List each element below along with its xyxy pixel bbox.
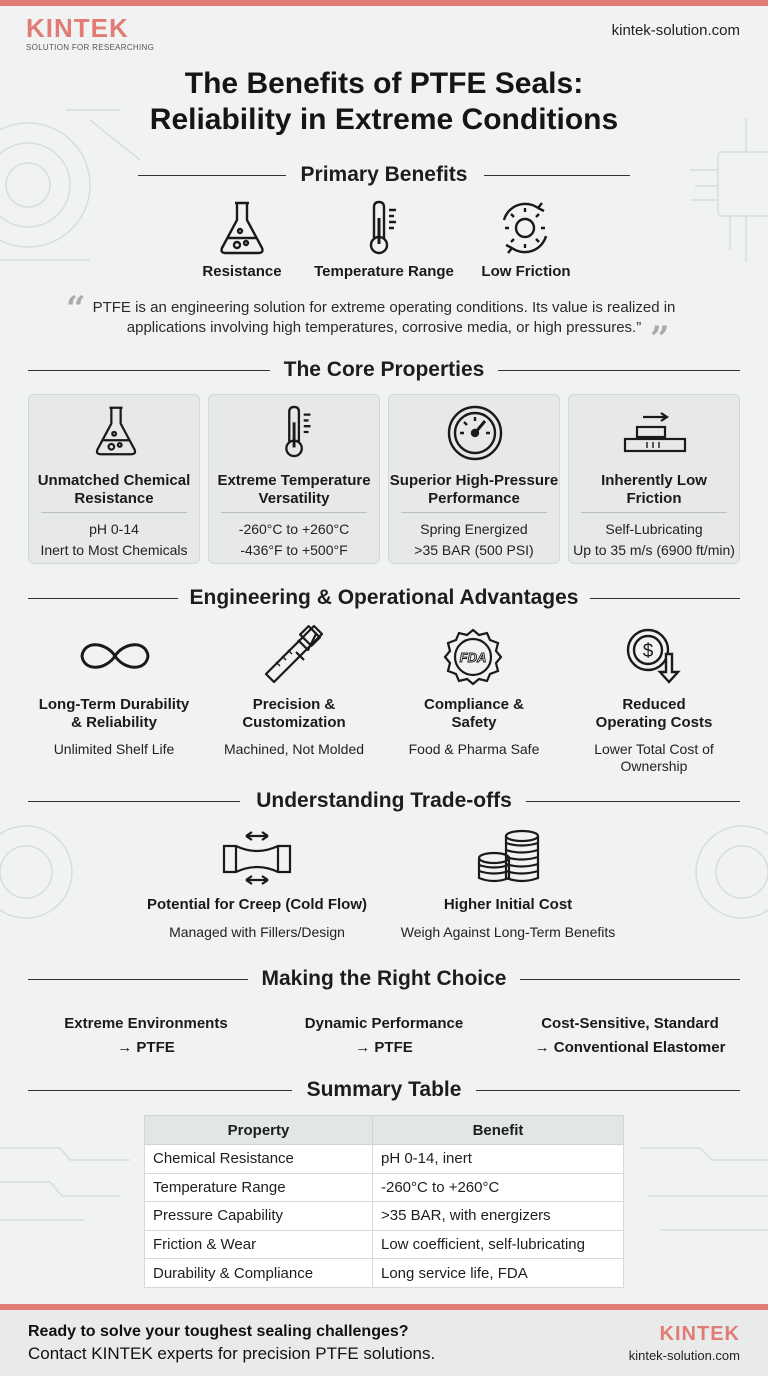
footer-site-link[interactable]: kintek-solution.com xyxy=(628,1348,740,1363)
gear-cycle-icon xyxy=(498,200,552,256)
brand-tagline: SOLUTION FOR RESEARCHING xyxy=(26,43,155,52)
sliding-block-icon xyxy=(623,411,687,455)
advantage-title: Precision & Customization xyxy=(242,696,346,731)
property-card xyxy=(208,394,380,564)
section-heading: Summary Table xyxy=(306,1078,462,1101)
top-accent-bar xyxy=(0,0,768,6)
table-cell: Friction & Wear xyxy=(145,1230,373,1259)
card-title: Extreme Temperature Versatility xyxy=(217,472,371,507)
brand-logo[interactable] xyxy=(26,14,154,52)
table-header-cell: Benefit xyxy=(373,1116,624,1145)
property-card xyxy=(388,394,560,564)
primary-benefit-label: Resistance xyxy=(202,263,282,280)
card-detail: pH 0-14 Inert to Most Chemicals xyxy=(40,521,188,558)
section-tradeoffs xyxy=(0,789,768,815)
card-title: Unmatched Chemical Resistance xyxy=(37,472,191,507)
table-header-row xyxy=(145,1116,624,1145)
choice-item: Dynamic Performance → PTFE xyxy=(304,1015,464,1056)
card-detail: Spring Energized >35 BAR (500 PSI) xyxy=(414,521,534,558)
table-cell: pH 0-14, inert xyxy=(373,1145,624,1174)
section-primary-benefits xyxy=(0,163,768,189)
table-cell: Long service life, FDA xyxy=(373,1259,624,1288)
fda-seal-icon xyxy=(444,628,502,686)
thermometer-icon xyxy=(364,200,398,256)
table-cell: Temperature Range xyxy=(145,1173,373,1202)
advantage-subtitle: Lower Total Cost of Ownership xyxy=(594,741,714,774)
table-cell: Pressure Capability xyxy=(145,1202,373,1231)
footer-cta-headline: Ready to solve your toughest sealing challenges? xyxy=(28,1323,409,1340)
card-detail: -260°C to +260°C -436°F to +500°F xyxy=(238,521,350,558)
choice-item: Cost-Sensitive, Standard → Conventional Elastomer xyxy=(534,1015,726,1056)
tradeoff-title: Potential for Creep (Cold Flow) xyxy=(147,896,367,913)
close-quote-icon: ” xyxy=(650,319,670,359)
tradeoff-subtitle: Weigh Against Long-Term Benefits xyxy=(400,924,616,940)
dollar-down-icon xyxy=(626,628,682,684)
tradeoff-title: Higher Initial Cost xyxy=(443,896,573,913)
card-title: Superior High-Pressure Performance xyxy=(389,472,559,507)
section-heading: Engineering & Operational Advantages xyxy=(189,586,579,609)
summary-table xyxy=(144,1115,624,1288)
choice-item: Extreme Environments → PTFE xyxy=(64,1015,228,1056)
tradeoff-subtitle: Managed with Fillers/Design xyxy=(169,924,345,940)
property-card xyxy=(568,394,740,564)
coin-stack-icon xyxy=(476,828,542,886)
section-advantages xyxy=(0,586,768,612)
table-cell: -260°C to +260°C xyxy=(373,1173,624,1202)
brand-name: KINTEK xyxy=(26,13,129,43)
pressure-gauge-icon xyxy=(447,405,503,461)
fda-badge-text: FDA xyxy=(459,650,487,665)
section-heading: Primary Benefits xyxy=(300,163,468,186)
title-line-2: Reliability in Extreme Conditions xyxy=(149,103,619,136)
table-row xyxy=(145,1173,624,1202)
thermometer-icon xyxy=(279,405,313,459)
advantage-subtitle: Food & Pharma Safe xyxy=(408,741,540,757)
section-summary-table xyxy=(0,1078,768,1104)
card-title: Inherently Low Friction xyxy=(601,472,707,507)
infinity-icon xyxy=(78,636,152,676)
footer-brand-logo[interactable]: KINTEK xyxy=(659,1323,740,1345)
advantage-title: Long-Term Durability & Reliability xyxy=(38,696,190,731)
advantage-subtitle: Unlimited Shelf Life xyxy=(53,741,175,757)
section-core-properties xyxy=(0,358,768,384)
advantage-title: Compliance & Safety xyxy=(423,696,525,731)
title-line-1: The Benefits of PTFE Seals: xyxy=(184,67,584,100)
flask-icon xyxy=(218,200,266,256)
table-cell: >35 BAR, with energizers xyxy=(373,1202,624,1231)
section-heading: Understanding Trade-offs xyxy=(256,789,512,812)
table-row xyxy=(145,1230,624,1259)
primary-benefit-label: Temperature Range xyxy=(314,263,454,280)
table-row xyxy=(145,1202,624,1231)
open-quote-icon: “ xyxy=(66,289,86,329)
table-row xyxy=(145,1145,624,1174)
footer-cta-text: Contact KINTEK experts for precision PTFE solutions. xyxy=(28,1344,436,1363)
footer xyxy=(0,1310,768,1376)
section-right-choice xyxy=(0,967,768,993)
card-detail: Self-Lubricating Up to 35 m/s (6900 ft/min) xyxy=(573,521,735,558)
svg-text:$: $ xyxy=(642,641,654,662)
caliper-icon xyxy=(262,628,330,684)
flask-icon xyxy=(92,405,140,457)
page-title xyxy=(0,66,768,138)
section-heading: The Core Properties xyxy=(283,358,485,381)
table-row xyxy=(145,1259,624,1288)
cold-flow-icon xyxy=(220,830,294,884)
site-link[interactable]: kintek-solution.com xyxy=(611,22,740,39)
table-cell: Durability & Compliance xyxy=(145,1259,373,1288)
advantage-subtitle: Machined, Not Molded xyxy=(223,741,365,757)
section-heading: Making the Right Choice xyxy=(261,967,507,990)
advantage-title: Reduced Operating Costs xyxy=(595,696,713,731)
table-header-cell: Property xyxy=(145,1116,373,1145)
property-card xyxy=(28,394,200,564)
quote-text: PTFE is an engineering solution for extreme operating conditions. Its value is realized in applications involving high temperatures, corrosive media, or high pressures.” xyxy=(92,299,676,336)
table-cell: Chemical Resistance xyxy=(145,1145,373,1174)
primary-benefit-label: Low Friction xyxy=(481,263,571,280)
table-cell: Low coefficient, self-lubricating xyxy=(373,1230,624,1259)
